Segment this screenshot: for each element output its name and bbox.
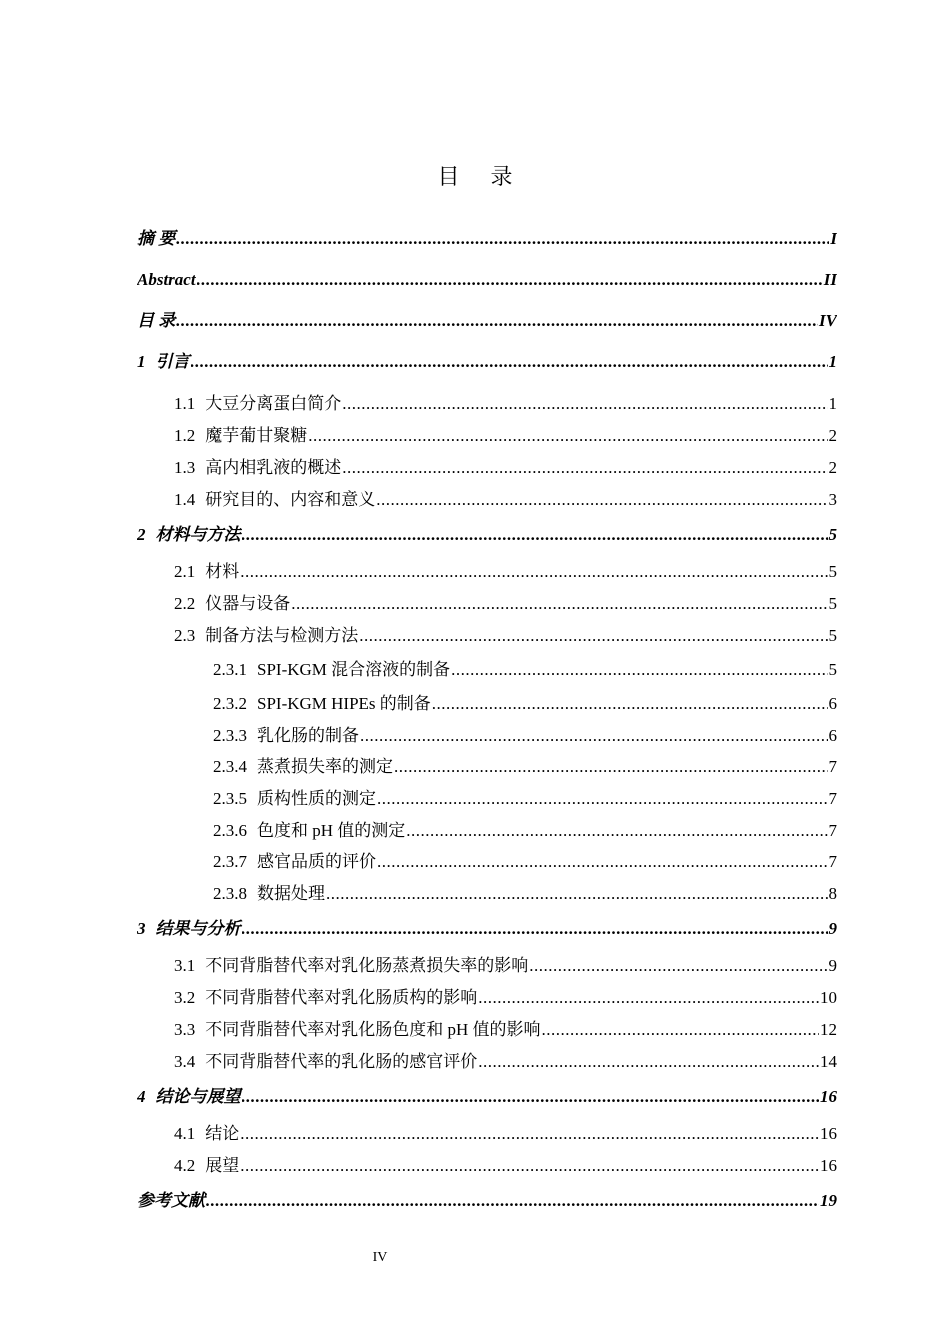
dot-leader: [326, 878, 828, 910]
toc-entry-title: [137, 1078, 241, 1116]
toc-entry-number: 2.1: [174, 562, 196, 581]
dot-leader: [240, 1118, 819, 1150]
toc-entry-title: [213, 688, 431, 720]
table-of-contents: [137, 224, 837, 1222]
toc-entry-text: 蒸煮损失率的测定: [257, 757, 393, 777]
toc-entry-page: 7: [828, 852, 837, 872]
toc-entry[interactable]: [137, 556, 837, 588]
toc-entry-number: 2.2: [174, 594, 196, 613]
toc-entry-page: 5: [828, 594, 837, 613]
toc-entry-text: SPI-KGM 混合溶液的制备: [257, 660, 451, 679]
dot-leader: [542, 1014, 819, 1046]
toc-entry[interactable]: [137, 224, 837, 265]
toc-entry-number: 1.4: [174, 490, 196, 509]
toc-entry-title: [213, 751, 393, 783]
dot-leader: [206, 1182, 819, 1220]
toc-entry[interactable]: [137, 1150, 837, 1182]
dot-leader: [342, 388, 827, 420]
toc-entry-title: [213, 815, 405, 847]
toc-entry-text: 制备方法与检测方法: [205, 626, 359, 645]
dot-leader: [197, 265, 823, 295]
dot-leader: [478, 1046, 819, 1078]
toc-entry-number: 1: [137, 352, 146, 371]
toc-entry[interactable]: [137, 347, 837, 388]
toc-entry[interactable]: [137, 783, 837, 815]
toc-entry[interactable]: [137, 452, 837, 484]
toc-entry-title: [174, 420, 307, 452]
toc-entry-number: 3.1: [174, 955, 196, 975]
toc-entry-number: 2.3.3: [213, 725, 247, 745]
toc-entry[interactable]: [137, 688, 837, 720]
toc-entry[interactable]: [137, 588, 837, 620]
toc-entry-page: 5: [828, 525, 837, 544]
dot-leader: [240, 1150, 819, 1182]
dot-leader: [394, 751, 828, 783]
toc-entry-page: 2: [828, 458, 837, 477]
toc-entry-number: 2.3.2: [213, 694, 247, 713]
toc-entry[interactable]: [137, 1118, 837, 1150]
toc-entry-number: 3: [137, 918, 146, 938]
dot-leader: [176, 224, 829, 254]
toc-entry-page: 7: [828, 757, 837, 777]
dot-leader: [529, 950, 827, 982]
toc-entry-page: 7: [828, 820, 837, 840]
toc-entry[interactable]: [137, 1078, 837, 1118]
toc-entry-text: 不同背脂替代率对乳化肠色度和 pH 值的影响: [205, 1019, 541, 1039]
toc-entry-page: 9: [828, 955, 837, 975]
toc-entry-text: 魔芋葡甘聚糖: [205, 426, 308, 445]
toc-entry-title: [137, 306, 175, 336]
toc-entry-number: 4: [137, 1086, 146, 1106]
toc-entry-title: [213, 846, 376, 878]
toc-entry-text: 不同背脂替代率对乳化肠蒸煮损失率的影响: [205, 955, 529, 975]
toc-entry-number: 1.1: [174, 394, 196, 413]
toc-entry[interactable]: [137, 265, 837, 306]
toc-entry[interactable]: [137, 420, 837, 452]
toc-entry-number: 2.3: [174, 626, 196, 645]
dot-leader: [191, 347, 828, 377]
toc-entry-page: 14: [820, 1051, 837, 1071]
toc-entry-title: [174, 1150, 239, 1182]
toc-entry-title: [174, 620, 358, 652]
toc-entry[interactable]: [137, 516, 837, 556]
page-title: 目 录: [437, 165, 525, 190]
toc-entry[interactable]: [137, 910, 837, 950]
toc-entry-title: [174, 452, 341, 484]
toc-entry-number: 2.3.1: [213, 660, 247, 679]
dot-leader: [359, 620, 827, 652]
toc-entry-title: [137, 910, 241, 948]
toc-entry-number: 1.3: [174, 458, 196, 477]
toc-entry-text: 材料与方法: [155, 525, 241, 544]
toc-entry[interactable]: [137, 846, 837, 878]
toc-entry-number: 3.4: [174, 1051, 196, 1071]
toc-entry-page: 8: [828, 884, 837, 904]
toc-entry-text: 材料: [205, 562, 240, 581]
toc-entry-title: [137, 516, 241, 554]
toc-entry-text: 结果与分析: [155, 918, 241, 938]
dot-leader: [176, 306, 818, 336]
toc-entry-page: 9: [828, 918, 837, 938]
toc-entry-page: IV: [819, 311, 837, 330]
toc-entry-text: 参考文献: [137, 1190, 205, 1210]
dot-leader: [406, 815, 827, 847]
toc-entry-text: 数据处理: [257, 884, 325, 904]
toc-entry-text: 质构性质的测定: [257, 789, 376, 809]
dot-leader: [240, 556, 827, 588]
toc-entry-text: 仪器与设备: [205, 594, 291, 613]
toc-entry-text: 目 录: [137, 311, 176, 330]
toc-entry-page: 16: [820, 1155, 837, 1175]
toc-entry-page: 1: [828, 394, 837, 413]
toc-entry-text: 色度和 pH 值的测定: [257, 820, 406, 840]
toc-entry-text: SPI-KGM HIPEs 的制备: [257, 694, 431, 713]
toc-entry-text: 引言: [155, 352, 190, 371]
dot-leader: [377, 783, 828, 815]
toc-entry-text: 不同背脂替代率的乳化肠的感官评价: [205, 1051, 478, 1071]
toc-entry[interactable]: [137, 878, 837, 910]
toc-entry[interactable]: [137, 484, 837, 516]
toc-entry[interactable]: [137, 815, 837, 847]
toc-entry-text: 乳化肠的制备: [257, 725, 359, 745]
toc-entry-title: [174, 556, 239, 588]
toc-entry-page: 1: [828, 352, 837, 371]
dot-leader: [308, 420, 827, 452]
toc-entry-title: [174, 1014, 541, 1046]
toc-entry-title: [137, 347, 190, 377]
toc-entry[interactable]: [137, 1182, 837, 1222]
toc-entry-page: II: [823, 270, 837, 289]
toc-entry-page: 16: [820, 1086, 837, 1106]
toc-entry[interactable]: [137, 982, 837, 1014]
toc-entry-text: 不同背脂替代率对乳化肠质构的影响: [205, 987, 478, 1007]
dot-leader: [432, 688, 828, 720]
toc-entry-text: 结论: [205, 1123, 240, 1143]
toc-entry-text: 结论与展望: [155, 1086, 241, 1106]
toc-entry-number: 2.3.5: [213, 789, 247, 809]
dot-leader: [451, 652, 827, 688]
toc-entry-title: [213, 783, 376, 815]
toc-entry-text: 感官品质的评价: [257, 852, 376, 872]
toc-entry-number: 4.1: [174, 1123, 196, 1143]
dot-leader: [242, 910, 828, 948]
toc-entry-title: [137, 265, 196, 295]
toc-entry-number: 4.2: [174, 1155, 196, 1175]
dot-leader: [360, 720, 828, 752]
dot-leader: [376, 484, 827, 516]
dot-leader: [377, 846, 828, 878]
toc-entry[interactable]: [137, 620, 837, 652]
toc-entry[interactable]: [137, 950, 837, 982]
toc-entry[interactable]: [137, 388, 837, 420]
toc-entry-page: 5: [828, 660, 837, 679]
toc-entry-number: 3.3: [174, 1019, 196, 1039]
toc-entry-title: [137, 1182, 205, 1220]
page-number: IV: [372, 1250, 388, 1265]
dot-leader: [342, 452, 827, 484]
toc-entry-text: Abstract: [137, 270, 196, 289]
toc-entry[interactable]: [137, 306, 837, 347]
toc-entry-title: [174, 484, 375, 516]
toc-entry-page: 6: [828, 725, 837, 745]
toc-entry-page: 6: [828, 694, 837, 713]
toc-entry-title: [174, 588, 290, 620]
toc-entry-text: 高内相乳液的概述: [205, 458, 342, 477]
toc-entry-text: 研究目的、内容和意义: [205, 490, 376, 509]
toc-entry-title: [174, 950, 528, 982]
toc-entry-title: [174, 982, 477, 1014]
toc-entry-page: 5: [828, 562, 837, 581]
toc-entry-title: [174, 1046, 477, 1078]
toc-entry-number: 3.2: [174, 987, 196, 1007]
toc-entry-title: [137, 224, 175, 254]
toc-entry-number: 1.2: [174, 426, 196, 445]
toc-entry-page: 19: [820, 1190, 837, 1210]
toc-entry-number: 2.3.6: [213, 820, 247, 840]
toc-entry-number: 2.3.4: [213, 757, 247, 777]
dot-leader: [242, 1078, 820, 1116]
toc-entry[interactable]: [137, 1014, 837, 1046]
toc-entry[interactable]: [137, 652, 837, 688]
toc-entry-page: 2: [828, 426, 837, 445]
toc-entry-number: 2: [137, 525, 146, 544]
toc-entry-title: [213, 652, 450, 688]
toc-entry-text: 展望: [205, 1155, 240, 1175]
toc-entry-number: 2.3.7: [213, 852, 247, 872]
toc-entry-page: 3: [828, 490, 837, 509]
toc-entry[interactable]: [137, 1046, 837, 1078]
toc-entry-page: I: [830, 229, 837, 248]
toc-entry-title: [174, 1118, 239, 1150]
toc-entry-page: 16: [820, 1123, 837, 1143]
toc-entry-title: [174, 388, 341, 420]
toc-entry-page: 12: [820, 1019, 837, 1039]
toc-entry-page: 5: [828, 626, 837, 645]
dot-leader: [478, 982, 819, 1014]
toc-entry-title: [213, 720, 359, 752]
toc-entry-page: 10: [820, 987, 837, 1007]
dot-leader: [291, 588, 827, 620]
toc-entry-text: 大豆分离蛋白简介: [205, 394, 342, 413]
toc-entry-number: 2.3.8: [213, 884, 247, 904]
toc-entry[interactable]: [137, 720, 837, 752]
dot-leader: [242, 516, 828, 554]
toc-entry[interactable]: [137, 751, 837, 783]
toc-entry-page: 7: [828, 789, 837, 809]
toc-entry-text: 摘 要: [137, 229, 176, 248]
toc-entry-title: [213, 878, 325, 910]
